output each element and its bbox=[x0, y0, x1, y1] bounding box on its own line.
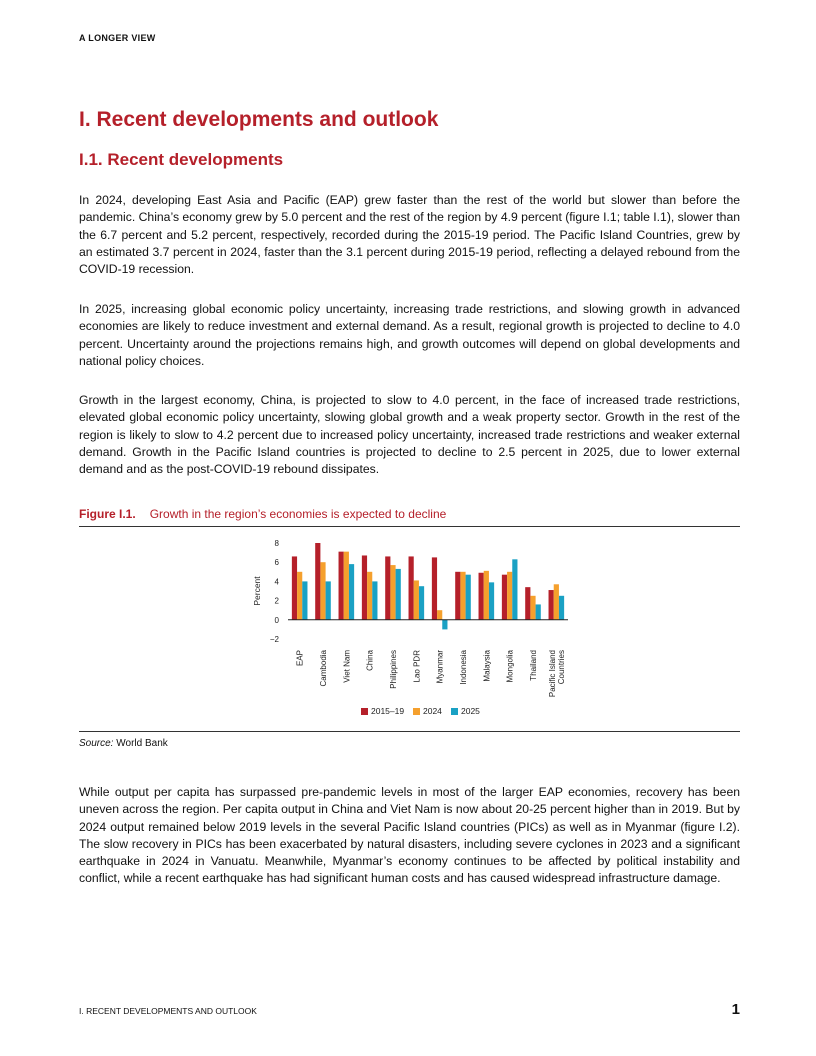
bar-2025-11 bbox=[536, 604, 541, 619]
bar-201519-3 bbox=[339, 552, 344, 620]
legend-swatch-2 bbox=[413, 708, 420, 715]
bar-2024-7 bbox=[437, 610, 442, 620]
x-tick-label-line: EAP bbox=[295, 650, 305, 667]
x-tick-label bbox=[548, 650, 566, 697]
x-tick-label-line: Philippines bbox=[389, 650, 398, 689]
bar-2025-4 bbox=[372, 581, 377, 619]
bar-2024-1 bbox=[297, 572, 302, 620]
paragraph-3: Growth in the largest economy, China, is projected to slow to 4.0 percent, in the face of increased trade restrictions, elevated global economic policy uncertainty, slowing global growth and a weak property sector. Growth in the rest of the region is likely to slow to 4.2 percent due to increased policy uncertainty, increased trade restrictions and weaker external demand. Growth in the Pacific Island countries is projected to decline to 2.5 percent in 2025, due to lower external demand and as the post-COVID-19 rebound dissipates. bbox=[79, 393, 740, 477]
bar-2025-10 bbox=[512, 559, 517, 619]
bar-2024-5 bbox=[390, 565, 395, 620]
paragraph-2: In 2025, increasing global economic policy uncertainty, increasing trade restrictions, and slowing growth in advanced economies are likely to reduce investment and external demand. As a result, regional growth is projected to decline to 4.0 percent. Uncertainty around the projections remains high, and growth outcomes will depend on global developments and national policy choices. bbox=[79, 302, 740, 368]
x-tick-label-line: Pacific Island bbox=[547, 650, 557, 698]
bar-2024-4 bbox=[367, 572, 372, 620]
bar-2025-1 bbox=[302, 581, 307, 619]
figure-bottom-rule bbox=[79, 731, 740, 732]
bar-201519-10 bbox=[502, 575, 507, 620]
bar-2024-10 bbox=[507, 572, 512, 620]
bar-201519-4 bbox=[362, 555, 367, 619]
section-heading: I. Recent developments and outlook bbox=[79, 108, 439, 131]
bar-2025-12 bbox=[559, 596, 564, 620]
bar-2025-9 bbox=[489, 582, 494, 619]
y-tick-label: 2 bbox=[274, 596, 279, 606]
bar-2025-5 bbox=[396, 569, 401, 620]
x-tick-label-line: Mongolia bbox=[505, 650, 515, 683]
bar-201519-7 bbox=[432, 557, 437, 619]
growth-bar-chart bbox=[245, 532, 585, 727]
bar-201519-1 bbox=[292, 556, 297, 619]
bar-2025-2 bbox=[326, 581, 331, 619]
bar-2024-8 bbox=[460, 572, 465, 620]
source-label: Source: bbox=[79, 738, 114, 749]
y-tick-label: 4 bbox=[274, 577, 279, 587]
x-tick-label-line: Indonesia bbox=[459, 650, 468, 685]
legend-label-1: 2015–19 bbox=[371, 706, 405, 716]
x-tick-label-line: Viet Nam bbox=[342, 650, 352, 683]
legend-label-2: 2024 bbox=[423, 706, 442, 716]
x-tick-label bbox=[436, 650, 445, 684]
subsection-heading: I.1. Recent developments bbox=[79, 150, 284, 169]
bar-201519-5 bbox=[385, 556, 390, 619]
y-axis-label: Percent bbox=[252, 576, 262, 606]
x-tick-label bbox=[412, 650, 421, 683]
x-tick-label-line: Thailand bbox=[529, 650, 538, 681]
bar-2024-12 bbox=[554, 584, 559, 620]
legend-swatch-1 bbox=[361, 708, 368, 715]
x-tick-label-line: Countries bbox=[556, 650, 566, 685]
x-tick-label bbox=[482, 649, 491, 681]
y-tick-label: −2 bbox=[269, 635, 279, 644]
bar-2025-7 bbox=[442, 620, 447, 630]
page-number: 1 bbox=[731, 1001, 740, 1018]
bar-201519-9 bbox=[479, 573, 484, 620]
y-tick-label: 0 bbox=[274, 615, 279, 625]
x-tick-label bbox=[389, 650, 398, 689]
x-tick-label-line: Cambodia bbox=[319, 650, 328, 687]
figure-source bbox=[79, 738, 168, 749]
figure-top-rule bbox=[79, 526, 740, 527]
x-tick-label bbox=[506, 649, 515, 682]
bar-201519-11 bbox=[525, 587, 530, 620]
bar-2025-8 bbox=[466, 575, 471, 620]
y-tick-label: 8 bbox=[274, 539, 279, 548]
figure-number: Figure I.1. bbox=[79, 507, 136, 521]
legend-label-3: 2025 bbox=[461, 706, 480, 716]
x-tick-label-line: China bbox=[365, 650, 375, 671]
bar-201519-2 bbox=[315, 543, 320, 620]
paragraph-4: While output per capita has surpassed pre-pandemic levels in most of the larger EAP economies, recovery has been uneven across the region. Per capita output in China and Viet Nam is now about 20-25 percent higher than in 2019. But by 2024 output remained below 2019 levels in the several Pacific Island countries (PICs) as well as in Myanmar (figure I.2). The slow recovery in PICs has been exacerbated by natural disasters, including severe cyclones in 2023 and a significant earthquake in 2024 in Vanuatu. Meanwhile, Myanmar’s economy continues to be affected by political instability and conflict, while a recent earthquake has had significant human costs and has caused widespread infrastructure damage. bbox=[79, 785, 740, 886]
x-tick-label-line: Malaysia bbox=[482, 650, 492, 682]
x-tick-label-line: Myanmar bbox=[435, 650, 445, 684]
bar-2024-3 bbox=[344, 552, 349, 620]
y-tick-label: 6 bbox=[274, 558, 279, 568]
source-text: World Bank bbox=[116, 738, 168, 749]
x-tick-label bbox=[319, 649, 328, 686]
figure-caption bbox=[79, 507, 740, 521]
x-tick-label-line: Lao PDR bbox=[412, 650, 422, 683]
x-tick-label bbox=[366, 649, 375, 670]
bar-201519-12 bbox=[549, 590, 554, 620]
x-tick-label bbox=[342, 650, 351, 683]
bar-201519-8 bbox=[455, 572, 460, 620]
running-head: A LONGER VIEW bbox=[79, 33, 156, 43]
bar-2025-6 bbox=[419, 586, 424, 620]
x-tick-label bbox=[529, 650, 538, 681]
bar-2024-11 bbox=[530, 596, 535, 620]
footer-section: I. RECENT DEVELOPMENTS AND OUTLOOK bbox=[79, 1006, 257, 1016]
bar-2024-6 bbox=[414, 580, 419, 619]
bar-2024-2 bbox=[320, 562, 325, 620]
bar-2024-9 bbox=[484, 571, 489, 620]
legend-swatch-3 bbox=[451, 708, 458, 715]
x-tick-label bbox=[459, 649, 468, 684]
paragraph-1: In 2024, developing East Asia and Pacific (EAP) grew faster than the rest of the world but slower than before the pandemic. China’s economy grew by 5.0 percent and the rest of the region by 4.9 percent (figure I.1; table I.1), slower than the 6.7 percent and 5.2 percent, respectively, recorded during the 2015-19 period. The Pacific Island Countries, grew by an estimated 3.7 percent in 2024, faster than the 3.1 percent during 2015-19 period, reflecting a delayed rebound from the COVID-19 recession. bbox=[79, 193, 740, 277]
figure-title: Growth in the region’s economies is expected to decline bbox=[149, 507, 447, 521]
bar-201519-6 bbox=[409, 556, 414, 619]
x-tick-label bbox=[296, 650, 305, 666]
bar-2025-3 bbox=[349, 564, 354, 620]
